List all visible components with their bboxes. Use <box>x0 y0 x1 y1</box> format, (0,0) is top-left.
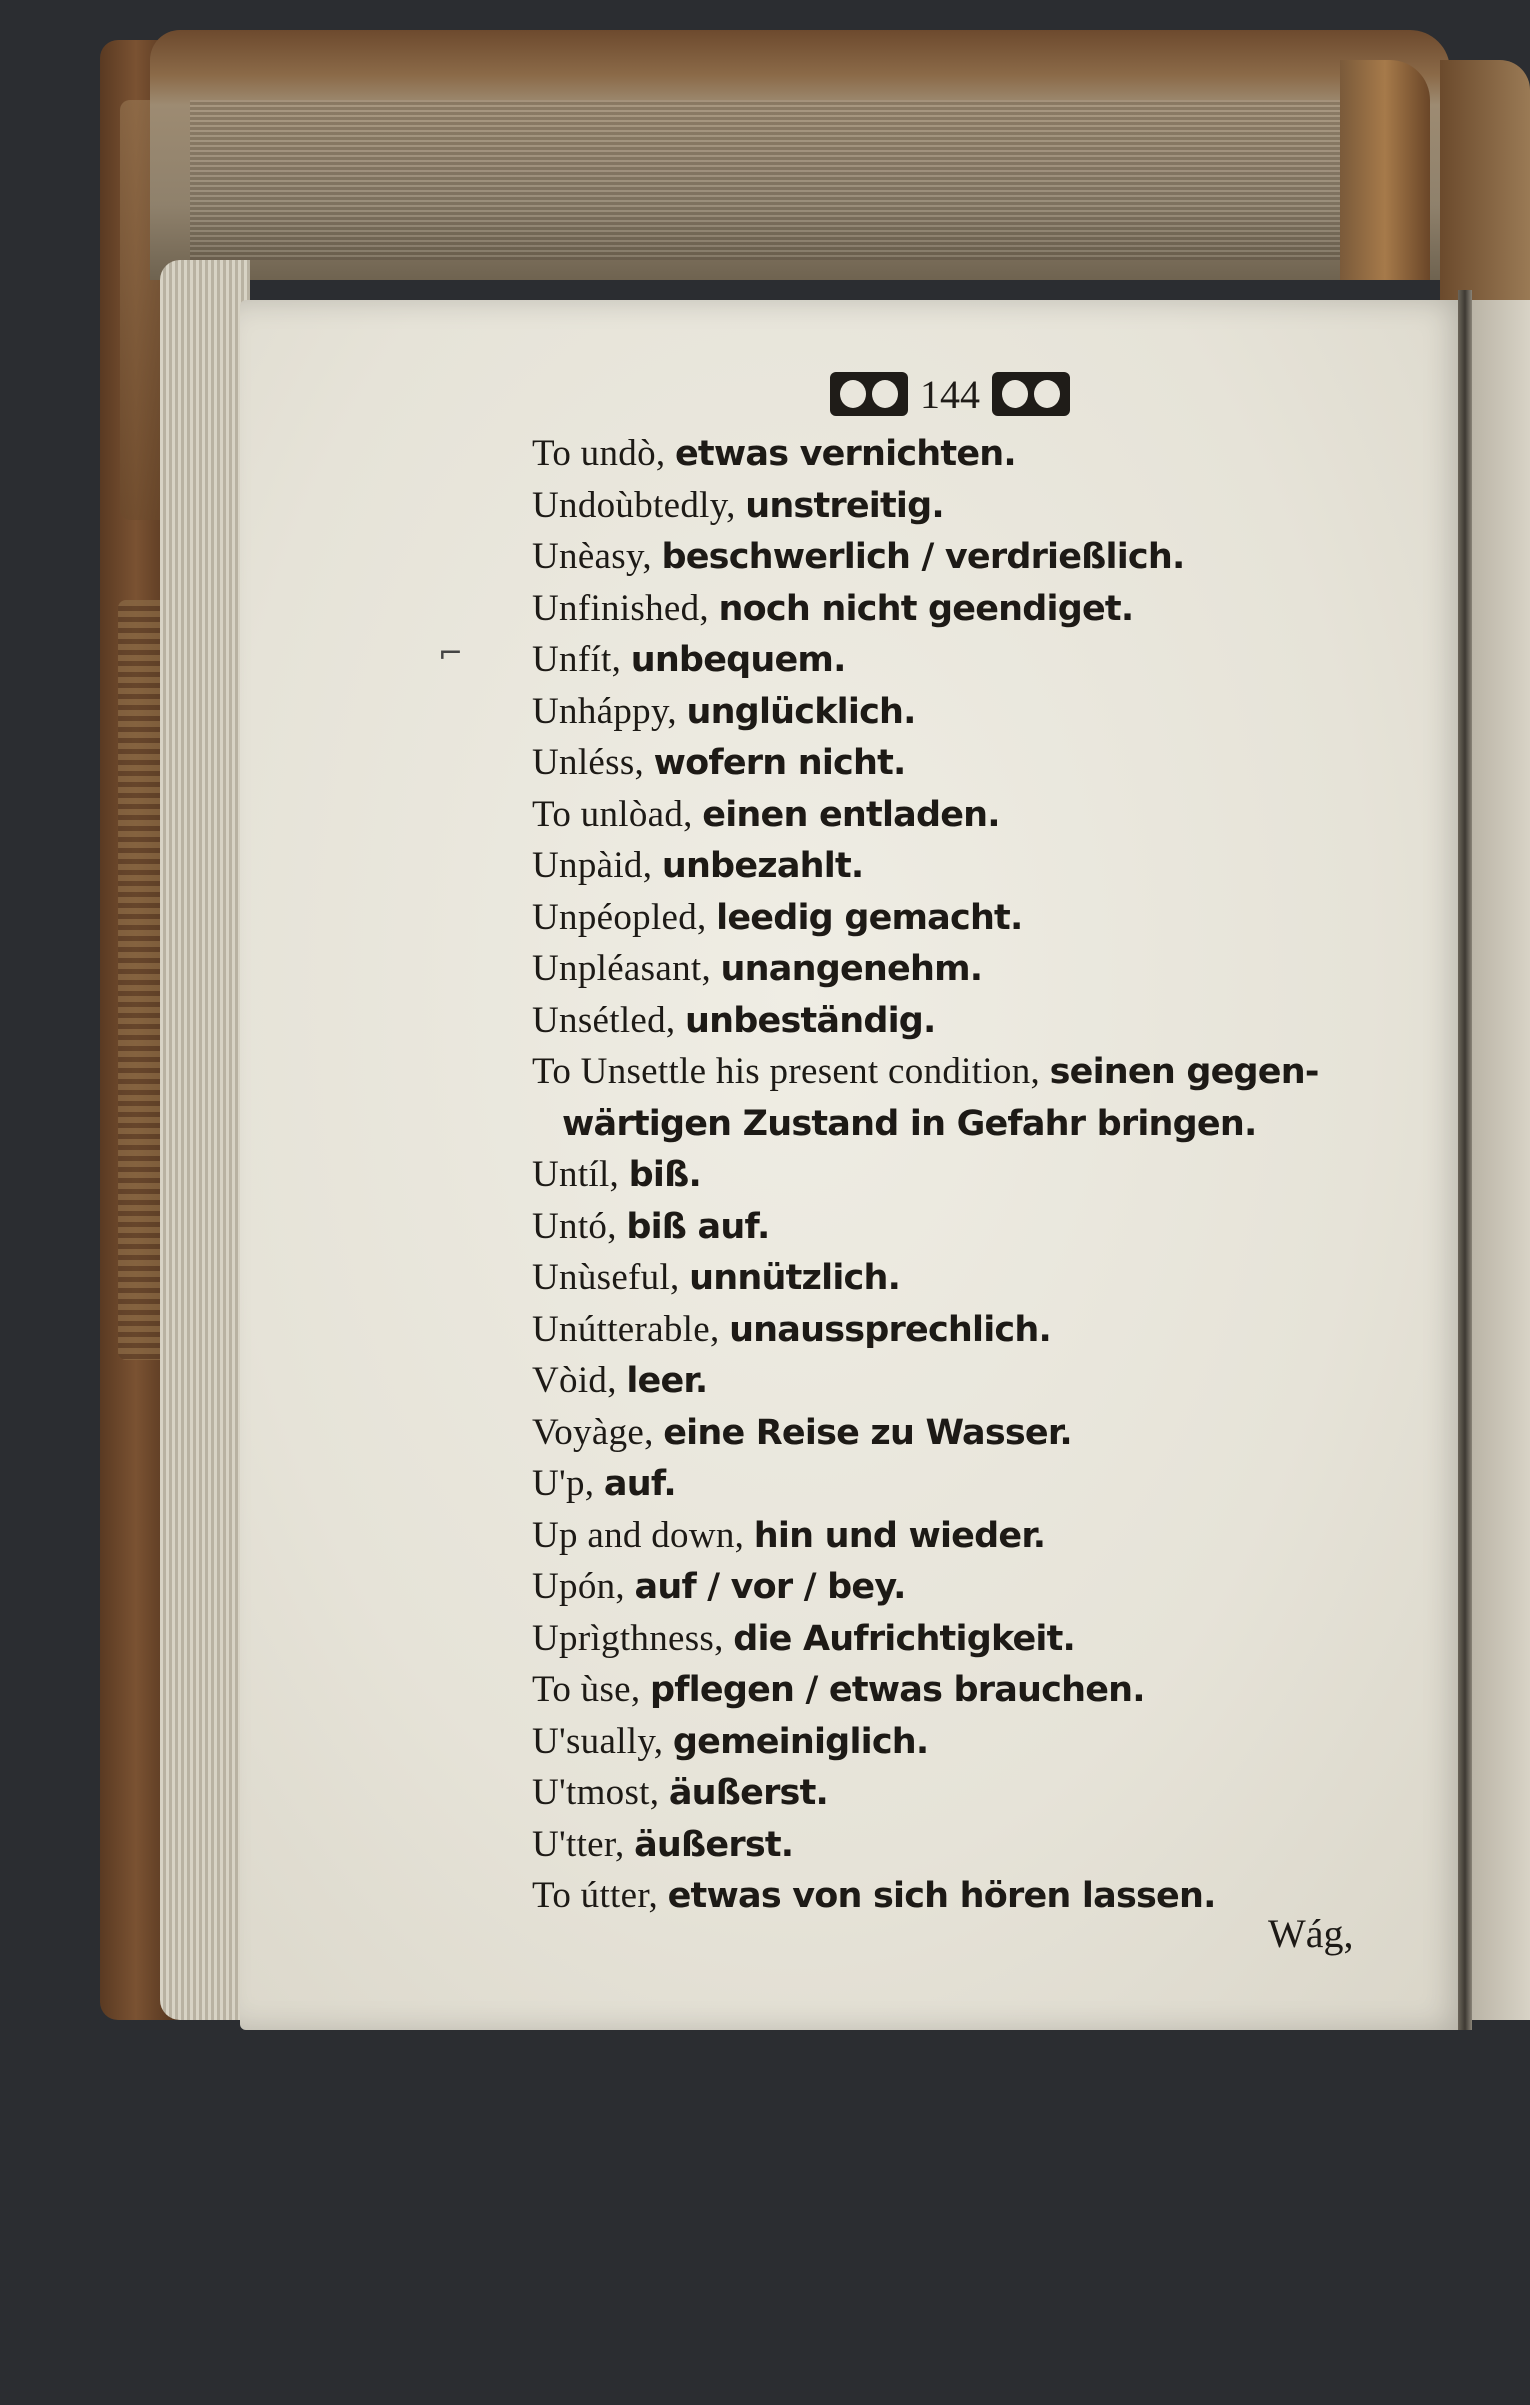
ornament-icon <box>830 372 908 416</box>
entry-english: Up and down, <box>532 1514 754 1556</box>
dictionary-entry <box>532 583 1382 635</box>
dictionary-entry <box>532 1304 1382 1356</box>
entry-german: gemeiniglich. <box>672 1721 929 1762</box>
entry-english: To ùse, <box>532 1669 650 1710</box>
dictionary-entry <box>532 1767 1382 1819</box>
entry-english: Unléss, <box>532 742 654 783</box>
dictionary-entry <box>532 1819 1382 1871</box>
entry-english: Unfinished, <box>532 587 719 629</box>
entry-german: unbezahlt. <box>661 846 864 886</box>
entry-german: leedig gemacht. <box>716 897 1023 938</box>
entry-german: auf. <box>603 1464 676 1504</box>
entry-german: etwas von sich hören lassen. <box>667 1876 1216 1916</box>
margin-mark: ⌐ <box>438 636 464 671</box>
dictionary-entry <box>532 1458 1382 1510</box>
dictionary-entry <box>532 1098 1382 1150</box>
entry-english: Unfít, <box>532 639 631 680</box>
entry-english: Vòid, <box>532 1360 627 1401</box>
entry-german: unnützlich. <box>689 1258 901 1298</box>
entry-english: To útter, <box>532 1875 668 1916</box>
facing-page <box>1468 300 1530 2020</box>
entry-german: unangenehm. <box>720 949 983 989</box>
entry-german: auf / vor / bey. <box>634 1567 906 1607</box>
catchword: Wág, <box>1268 1911 1354 1956</box>
entry-german: die Aufrichtigkeit. <box>733 1618 1076 1659</box>
entry-german: biß. <box>628 1155 701 1195</box>
entry-german: biß auf. <box>626 1206 770 1247</box>
page-fore-edge <box>160 260 250 2020</box>
entry-english: Unútterable, <box>532 1308 730 1350</box>
spine-cap <box>1340 60 1430 280</box>
entry-german: pflegen / etwas brauchen. <box>650 1670 1145 1710</box>
entry-german: noch nicht geendiget. <box>718 588 1134 629</box>
entry-english: Upón, <box>532 1566 635 1607</box>
entry-german: unglücklich. <box>686 691 916 732</box>
dictionary-entry <box>532 634 1382 686</box>
dictionary-entry <box>532 789 1382 841</box>
entry-english: To undò, <box>532 433 675 474</box>
entry-english: Untíl, <box>532 1154 629 1195</box>
entry-german: wärtigen Zustand in Gefahr bringen. <box>562 1103 1257 1144</box>
entry-english: To unlòad, <box>532 793 703 835</box>
entry-german: unbeständig. <box>685 1000 936 1041</box>
dictionary-entry <box>532 943 1382 995</box>
dictionary-entry <box>532 1201 1382 1253</box>
entry-english: U'sually, <box>532 1720 673 1762</box>
entry-german: beschwerlich / verdrießlich. <box>661 537 1185 577</box>
dictionary-entry <box>532 1510 1382 1562</box>
entry-english: Unpàid, <box>532 845 662 886</box>
entry-german: unbequem. <box>630 640 846 680</box>
dictionary-entry <box>532 1252 1382 1304</box>
entry-english: Unsétled, <box>532 999 686 1041</box>
dictionary-entry <box>532 1046 1382 1098</box>
entry-english: Unháppy, <box>532 690 687 732</box>
entry-english: To Unsettle his present condition, <box>532 1051 1050 1092</box>
page-block-top-edge <box>150 30 1450 280</box>
entry-german: etwas vernichten. <box>674 434 1016 474</box>
entry-english: Uprìgthness, <box>532 1617 734 1659</box>
entry-english: Unùseful, <box>532 1257 690 1298</box>
entry-english: U'tter, <box>532 1823 635 1865</box>
entry-english: Unpléasant, <box>532 948 721 989</box>
ornament-icon <box>992 372 1070 416</box>
dictionary-entry <box>532 1561 1382 1613</box>
entry-german: äußerst. <box>668 1773 828 1813</box>
entry-german: leer. <box>626 1361 708 1401</box>
entry-english: Untó, <box>532 1205 627 1247</box>
binding <box>1440 60 1530 320</box>
entry-english: Undoùbtedly, <box>532 484 746 526</box>
entry-german: einen entladen. <box>702 794 1000 835</box>
dictionary-entry <box>532 1149 1382 1201</box>
entry-german: äußerst. <box>634 1824 794 1865</box>
entry-english: Unèasy, <box>532 536 662 577</box>
dictionary-entry <box>532 1664 1382 1716</box>
entry-english: Voyàge, <box>532 1411 664 1453</box>
entry-english: Unpéopled, <box>532 896 717 938</box>
entry-english: U'tmost, <box>532 1772 669 1813</box>
dictionary-entry <box>532 1870 1382 1922</box>
entry-german: unaussprechlich. <box>729 1309 1051 1350</box>
dictionary-entries <box>532 428 1382 1922</box>
entry-german: wofern nicht. <box>653 743 906 783</box>
entry-german: hin und wieder. <box>753 1515 1046 1556</box>
dictionary-entry <box>532 531 1382 583</box>
page-header <box>830 364 1070 424</box>
entry-english: U'p, <box>532 1463 604 1504</box>
dictionary-entry <box>532 1355 1382 1407</box>
dictionary-entry <box>532 1407 1382 1459</box>
dictionary-entry <box>532 737 1382 789</box>
dictionary-entry <box>532 1716 1382 1768</box>
dictionary-entry <box>532 840 1382 892</box>
dictionary-entry <box>532 995 1382 1047</box>
dictionary-entry <box>532 686 1382 738</box>
page-number: 144 <box>920 371 980 417</box>
dictionary-entry <box>532 428 1382 480</box>
dictionary-entry <box>532 892 1382 944</box>
dictionary-entry <box>532 480 1382 532</box>
entry-german: unstreitig. <box>745 485 944 526</box>
entry-german: eine Reise zu Wasser. <box>663 1412 1072 1453</box>
page-edge-lines <box>190 100 1410 260</box>
entry-german: seinen gegen- <box>1049 1052 1319 1092</box>
dictionary-entry <box>532 1613 1382 1665</box>
gutter <box>1458 290 1472 2030</box>
